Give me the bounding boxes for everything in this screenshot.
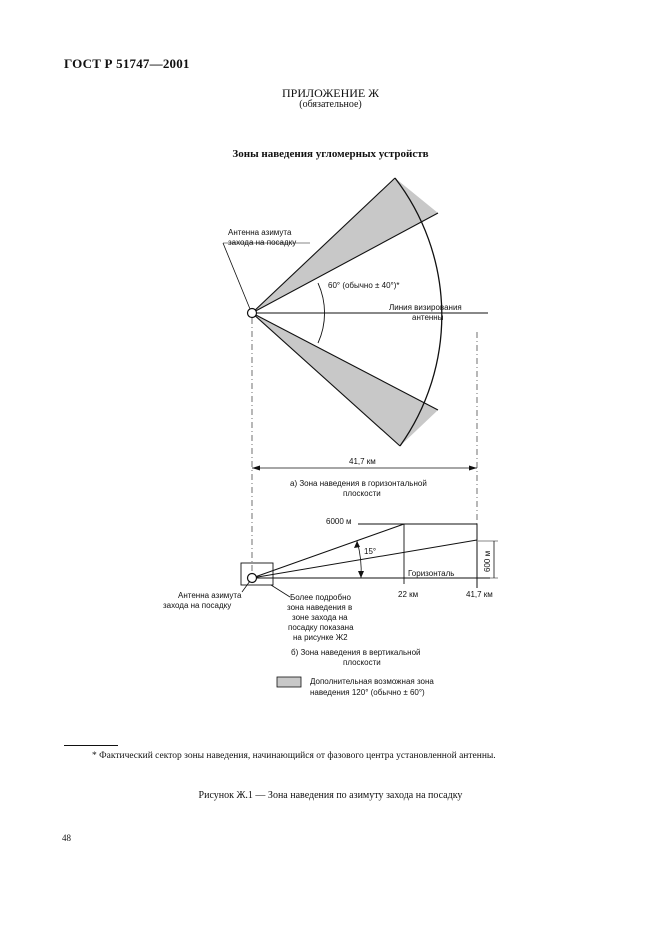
distance-41km-label: 41,7 км <box>466 590 493 599</box>
azimuth-angle-label: 60° (обычно ± 40°)* <box>328 281 400 290</box>
antenna-label-bottom-line1: Антенна азимута <box>178 591 242 600</box>
range-label-horizontal: 41,7 км <box>349 457 376 466</box>
legend-text-line1: Дополнительная возможная зона <box>310 677 434 686</box>
antenna-label-top-line1: Антенна азимута <box>228 228 292 237</box>
dim-arrow-left <box>252 466 260 471</box>
footnote-rule <box>64 745 118 746</box>
detail-note-line5: на рисунке Ж2 <box>293 633 348 642</box>
caption-b-line2: плоскости <box>343 658 381 667</box>
dim-arrow-right <box>469 466 477 471</box>
caption-b-line1: б) Зона наведения в вертикальной <box>291 648 421 657</box>
lower-extra-zone <box>252 313 438 446</box>
figure-heading: Зоны наведения угломерных устройств <box>232 148 429 160</box>
aim-line-label-line2: антенны <box>412 313 444 322</box>
antenna-symbol-bottom <box>248 574 257 583</box>
legend <box>277 677 434 697</box>
elev-arrow-bottom <box>358 571 364 578</box>
detail-note-line3: зоне захода на <box>292 613 348 622</box>
height-6000-label: 6000 м <box>326 517 352 526</box>
distance-22km-label: 22 км <box>398 590 419 599</box>
legend-swatch <box>277 677 301 687</box>
elevation-angle-label: 15° <box>364 547 377 556</box>
detail-leader <box>271 585 290 597</box>
antenna-label-top-line2: захода на посадку <box>228 238 297 247</box>
appendix-status: (обязательное) <box>299 99 362 110</box>
aim-line-label-line1: Линия визирования <box>389 303 462 312</box>
footnote: * Фактический сектор зоны наведения, начинающийся от фазового центра установленной антенны. <box>92 751 496 761</box>
height-600-label: 600 м <box>483 550 492 572</box>
detail-box <box>241 563 273 585</box>
antenna-leader-top <box>223 243 250 309</box>
antenna-symbol-top <box>248 309 257 318</box>
horizontal-plane-figure <box>223 178 488 588</box>
upper-elevation-ray <box>252 524 404 578</box>
detail-note-line2: зона наведения в <box>287 603 353 612</box>
horizon-label: Горизонталь <box>408 569 455 578</box>
legend-text-line2: наведения 120° (обычно ± 60°) <box>310 688 425 697</box>
figure-caption: Рисунок Ж.1 — Зона наведения по азимуту захода на посадку <box>198 790 463 801</box>
antenna-label-bottom-line2: захода на посадку <box>163 601 232 610</box>
appendix-title: ПРИЛОЖЕНИЕ Ж <box>281 86 379 100</box>
elev-arrow-top <box>354 541 360 548</box>
caption-a-line1: а) Зона наведения в горизонтальной <box>290 479 427 488</box>
caption-a-line2: плоскости <box>343 489 381 498</box>
antenna-leader-bottom <box>242 581 250 592</box>
page-number: 48 <box>62 833 71 843</box>
vertical-plane-figure <box>163 517 498 667</box>
standard-header: ГОСТ Р 51747—2001 <box>64 56 190 71</box>
detail-note-line4: посадку показана <box>288 623 354 632</box>
detail-note-line1: Более подробно <box>290 593 351 602</box>
